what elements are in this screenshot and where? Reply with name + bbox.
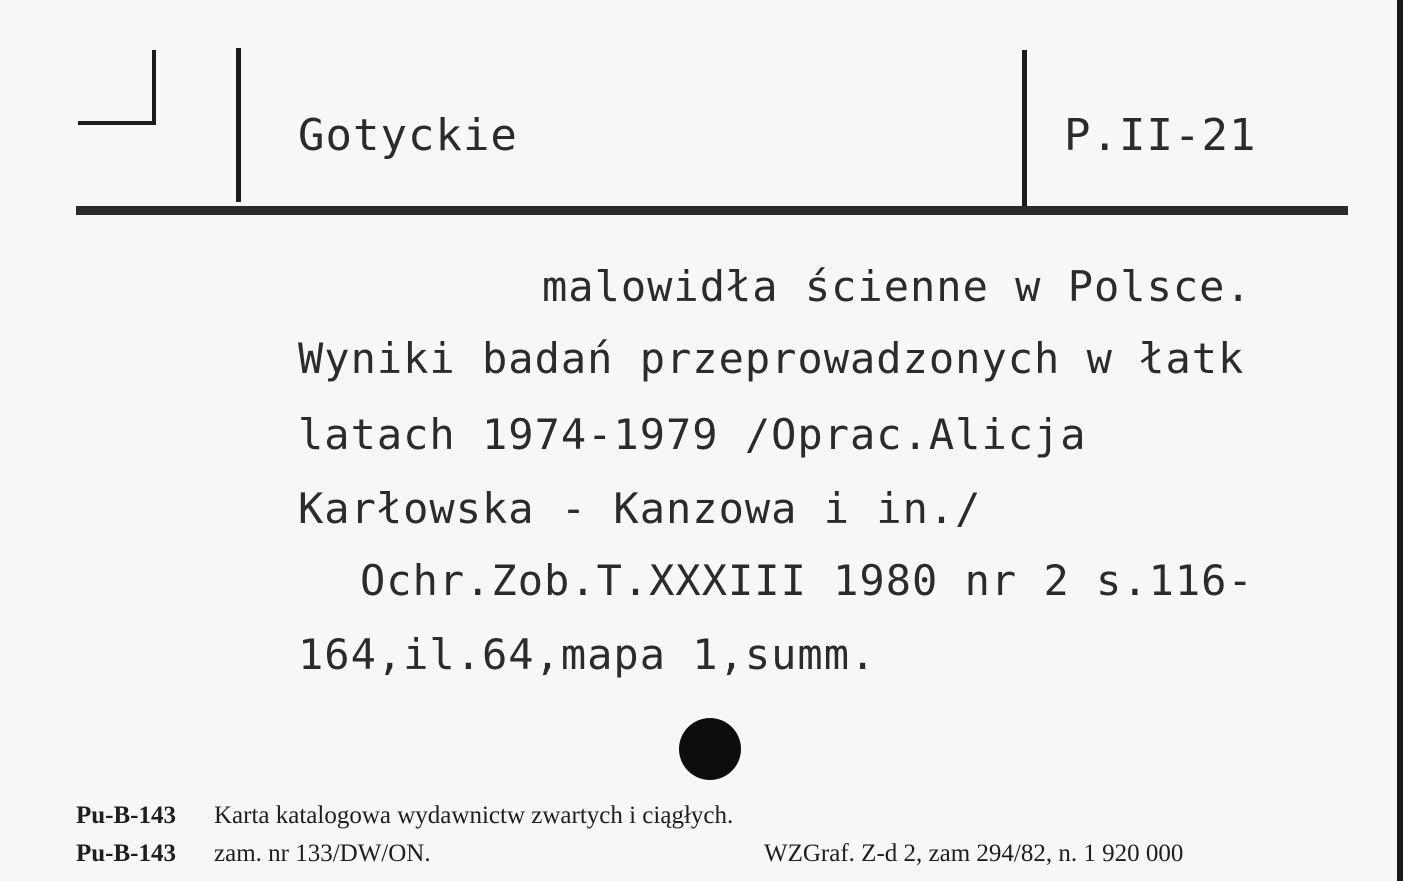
entry-line-1: malowidła ścienne w Polsce. xyxy=(542,262,1252,311)
corner-mark-vertical xyxy=(152,50,156,124)
footer-order-number: zam. nr 133/DW/ON. xyxy=(214,840,431,867)
footer-form-title: Karta katalogowa wydawnictw zwartych i ciągłych. xyxy=(214,802,734,829)
entry-line-4: Karłowska - Kanzowa i in./ xyxy=(298,484,982,533)
footer-form-code-2: Pu-B-143 xyxy=(76,840,176,867)
header-rule xyxy=(76,206,1348,215)
punch-hole xyxy=(679,718,741,780)
footer-form-code-1: Pu-B-143 xyxy=(76,802,176,829)
corner-mark-horizontal xyxy=(78,121,156,125)
footer-printer-info: WZGraf. Z-d 2, zam 294/82, n. 1 920 000 xyxy=(764,840,1184,867)
entry-line-2: Wyniki badań przeprowadzonych w łatk xyxy=(298,334,1245,383)
entry-line-3: latach 1974-1979 /Oprac.Alicja xyxy=(298,410,1087,459)
header-divider-left xyxy=(236,48,241,202)
call-number: P.II-21 xyxy=(1064,110,1257,161)
header-divider-right xyxy=(1022,50,1027,212)
subject-heading: Gotyckie xyxy=(298,110,518,161)
entry-line-5: Ochr.Zob.T.XXXIII 1980 nr 2 s.116- xyxy=(360,556,1254,605)
entry-line-6: 164,il.64,mapa 1,summ. xyxy=(298,630,877,679)
